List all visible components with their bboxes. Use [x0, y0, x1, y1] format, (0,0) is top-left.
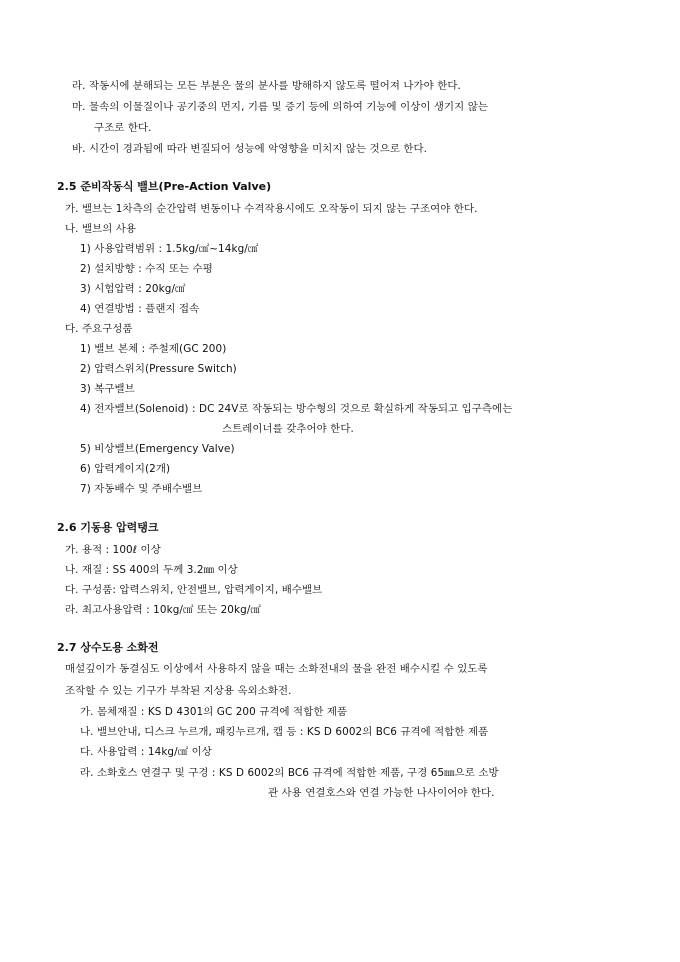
s25-na-sub-4: 4) 연결방법 : 플랜지 접속	[80, 303, 200, 315]
s25-item-da: 다. 주요구성품	[65, 323, 133, 335]
s25-item-na: 나. 밸브의 사용	[65, 223, 137, 235]
s27-item-na: 나. 밸브안내, 디스크 누르개, 패킹누르개, 캡 등 : KS D 6002의 BC6 규격에 적합한 제품	[80, 726, 489, 738]
s27-item-da: 다. 사용압력 : 14kg/㎠ 이상	[80, 746, 212, 758]
s26-item-na: 나. 재질 : SS 400의 두께 3.2㎜ 이상	[65, 564, 238, 576]
s26-item-ra: 라. 최고사용압력 : 10kg/㎠ 또는 20kg/㎠	[65, 604, 261, 616]
s25-da-sub-3: 3) 복구밸브	[80, 383, 135, 395]
s25-item-ga: 가. 밸브는 1차측의 순간압력 변동이나 수격작용시에도 오작동이 되지 않는 구조여야 한다.	[65, 203, 478, 215]
s26-item-ga: 가. 용적 : 100ℓ 이상	[65, 544, 161, 556]
section-2-7-title: 2.7 상수도용 소화전	[57, 641, 159, 654]
s25-da-sub-5: 5) 비상밸브(Emergency Valve)	[80, 443, 235, 455]
section-2-6-title: 2.6 기동용 압력탱크	[57, 521, 159, 534]
s27-intro: 매설깊이가 동결심도 이상에서 사용하지 않을 때는 소화전내의 물을 완전 배수시킬 수 있도록	[65, 663, 488, 675]
item-ma: 마. 물속의 이물질이나 공기중의 먼지, 기름 및 증기 등에 의하여 기능에 이상이 생기지 않는	[72, 101, 488, 113]
s27-intro-continued: 조작할 수 있는 기구가 부착된 지상용 옥외소화전.	[65, 685, 292, 697]
item-ba: 바. 시간이 경과됨에 따라 변질되어 성능에 악영향을 미치지 않는 것으로 한다.	[72, 143, 428, 155]
s25-na-sub-3: 3) 시험압력 : 20kg/㎠	[80, 283, 186, 295]
item-ma-continued: 구조로 한다.	[94, 122, 152, 134]
s27-item-ra-continued: 관 사용 연결호스와 연결 가능한 나사이어야 한다.	[268, 787, 495, 799]
section-2-5-title: 2.5 준비작동식 밸브(Pre-Action Valve)	[57, 180, 272, 193]
item-ra: 라. 작동시에 분해되는 모든 부분은 물의 분사를 방해하지 않도록 떨어져 나가야 한다.	[72, 80, 461, 92]
s25-na-sub-1: 1) 사용압력범위 : 1.5kg/㎠~14kg/㎠	[80, 243, 259, 255]
s25-da-sub-7: 7) 자동배수 및 주배수밸브	[80, 483, 203, 495]
s25-da-sub-4: 4) 전자밸브(Solenoid) : DC 24V로 작동되는 방수형의 것으로 확실하게 작동되고 입구측에는	[80, 403, 513, 415]
s25-na-sub-2: 2) 설치방향 : 수직 또는 수평	[80, 263, 213, 275]
s25-da-sub-4-continued: 스트레이너를 갖추어야 한다.	[222, 423, 354, 435]
s26-item-da: 다. 구성품: 압력스위치, 안전밸브, 압력게이지, 배수밸브	[65, 584, 323, 596]
s25-da-sub-2: 2) 압력스위치(Pressure Switch)	[80, 363, 237, 375]
s25-da-sub-1: 1) 밸브 본체 : 주철제(GC 200)	[80, 343, 227, 355]
s25-da-sub-6: 6) 압력게이지(2개)	[80, 463, 171, 475]
s27-item-ra: 라. 소화호스 연결구 및 구경 : KS D 6002의 BC6 규격에 적합한 제품, 구경 65㎜으로 소방	[80, 767, 499, 779]
s27-item-ga: 가. 몸체재질 : KS D 4301의 GC 200 규격에 적합한 제품	[80, 706, 348, 718]
